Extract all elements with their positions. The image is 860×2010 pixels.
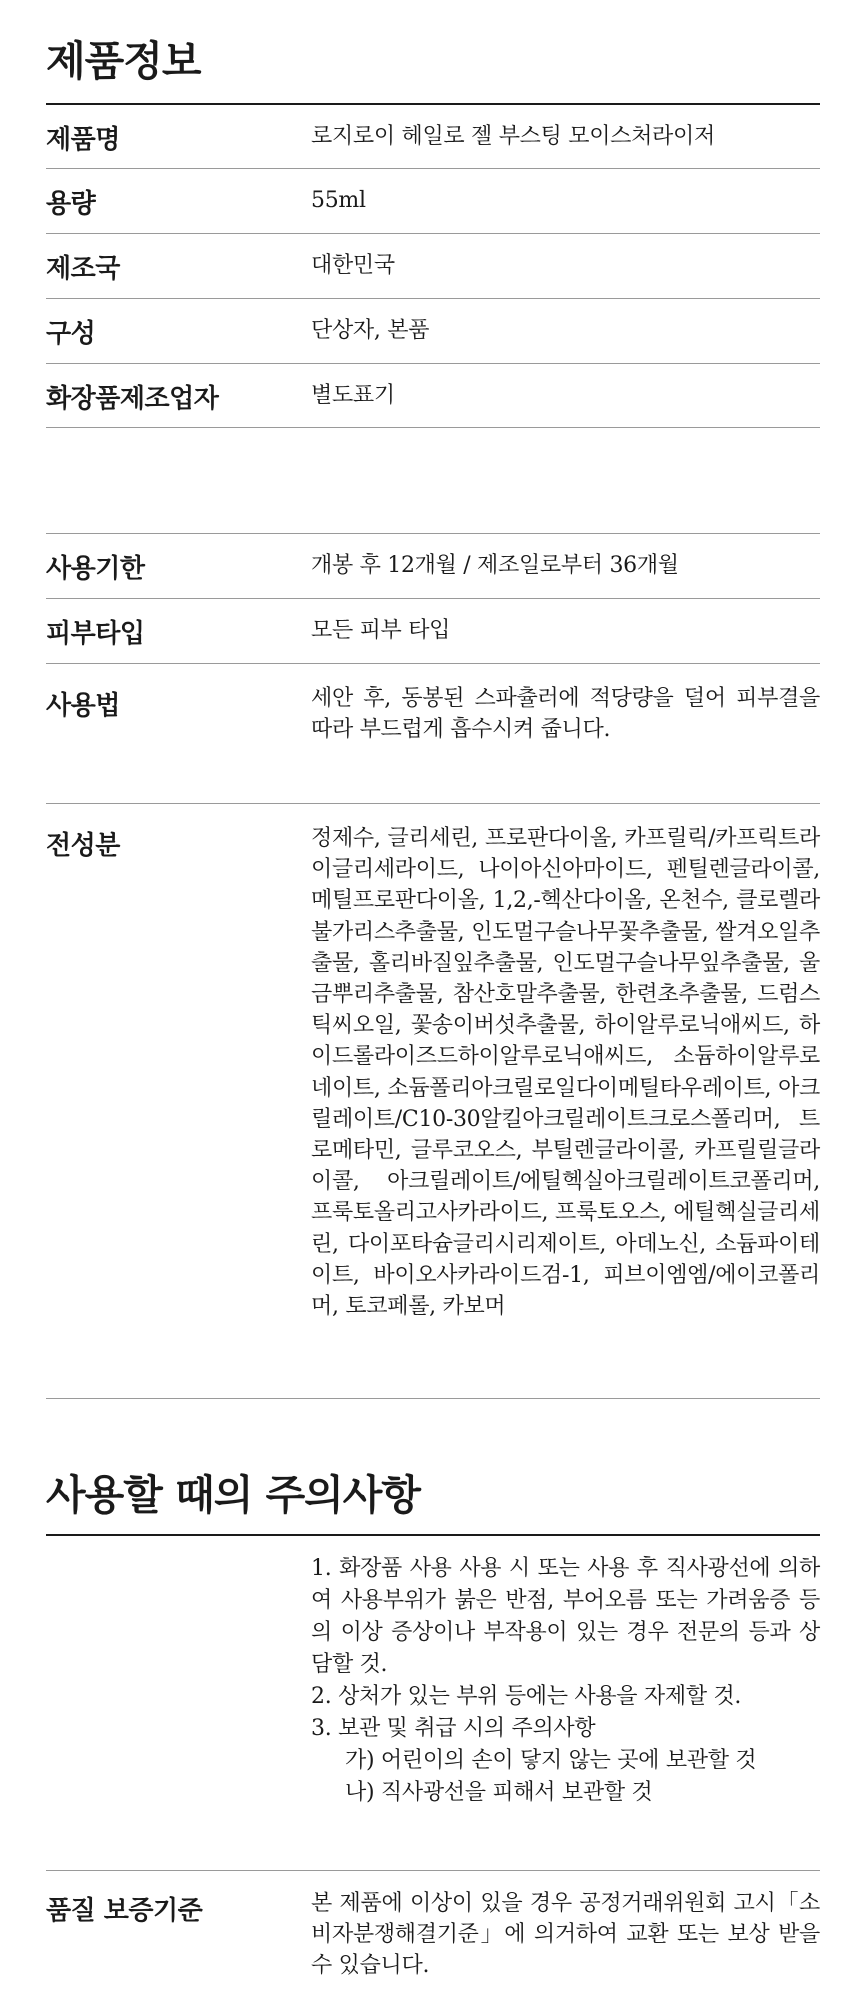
caution-item: 3. 보관 및 취급 시의 주의사항 [311, 1716, 596, 1741]
product-info-title: 제품정보 [46, 37, 201, 85]
row-value: 세안 후, 동봉된 스파츌러에 적당량을 덜어 피부결을 따라 부드럽게 흡수시켜 줍니다. [311, 686, 820, 742]
caution-item: 1. 화장품 사용 사용 시 또는 사용 후 직사광선에 의하여 사용부위가 붉은 반점, 부어오름 또는 가려움증 등의 이상 증상이나 부작용이 있는 경우 전문의 등과 상담할 것. [311, 1556, 820, 1677]
row-label: 구성 [46, 319, 96, 349]
info-row-expiry [46, 533, 820, 598]
row-divider [46, 1398, 820, 1399]
row-label: 용량 [46, 189, 96, 219]
caution-sub-item: 가) 어린이의 손이 닿지 않는 곳에 보관할 것 [345, 1748, 757, 1773]
row-label: 화장품제조업자 [46, 384, 219, 414]
caution-title: 사용할 때의 주의사항 [46, 1471, 421, 1519]
info-row-volume [46, 168, 820, 233]
row-divider [46, 427, 820, 428]
info-row-quality [46, 1870, 820, 2010]
row-label: 사용기한 [46, 554, 145, 584]
caution-item: 2. 상처가 있는 부위 등에는 사용을 자제할 것. [311, 1684, 742, 1709]
info-row-manufacturer [46, 363, 820, 427]
row-label: 피부타입 [46, 619, 145, 649]
row-label: 제조국 [46, 254, 120, 284]
info-row-ingredients [46, 803, 820, 1398]
row-value: 55ml [311, 188, 366, 213]
row-label: 사용법 [46, 691, 120, 721]
row-value: 개봉 후 12개월 / 제조일로부터 36개월 [311, 553, 679, 578]
caution-sub-item: 나) 직사광선을 피해서 보관할 것 [345, 1780, 653, 1805]
row-value: 대한민국 [311, 253, 395, 278]
row-label: 제품명 [46, 125, 120, 155]
info-row-product-name [46, 104, 820, 168]
info-row-composition [46, 298, 820, 363]
row-value: 로지로이 헤일로 젤 부스팅 모이스처라이저 [311, 124, 715, 149]
caution-list [311, 1553, 820, 1809]
row-label: 전성분 [46, 831, 120, 861]
ingredients-text: 정제수, 글리세린, 프로판다이올, 카프릴릭/카프릭트라이글리세라이드, 나이아신아마이드, 펜틸렌글라이콜, 메틸프로판다이올, 1,2,-헥산다이올, 온천수, 클로렐라 불가리스추출물, 인도멀구슬나무꽃추출물, 쌀겨오일추출물, 홀리바질잎추출물, 인도멀구슬나무잎추출물, 울금뿌리추출물, 참산호말추출물, 한련초추출물, 드럼스틱씨오일, 꽃송이버섯추출물, 하이알루로닉애씨드, 하이드롤라이즈드하이알루로닉애씨드, 소듐하이알루로네이트, 소듐폴리아크릴로일다이메틸타우레이트, 아크릴레이트/C10-30알킬아크릴레이트크로스폴리머, 트로메타민, 글루코오스, 부틸렌글라이콜, 카프릴릴글라이콜, 아크릴레이트/에틸헥실아크릴레이트코폴리머, 프룩토올리고사카라이드, 프룩토오스, 에틸헥실글리세린, 다이포타슘글리시리제이트, 아데노신, 소듐파이테이트, 바이오사카라이드검-1, 피브이엠엠/에이코폴리머, 토코페롤, 카보머 [311, 826, 820, 1320]
info-row-usage [46, 663, 820, 803]
info-row-country [46, 233, 820, 298]
row-value: 별도표기 [311, 383, 395, 408]
row-value: 단상자, 본품 [311, 318, 430, 343]
row-label: 품질 보증기준 [46, 1896, 203, 1926]
info-row-skin-type [46, 598, 820, 663]
row-value: 모든 피부 타입 [311, 618, 451, 643]
title-divider [46, 1534, 820, 1536]
row-value: 본 제품에 이상이 있을 경우 공정거래위원회 고시「소비자분쟁해결기준」에 의거하여 교환 또는 보상 받을 수 있습니다. [311, 1891, 820, 1978]
